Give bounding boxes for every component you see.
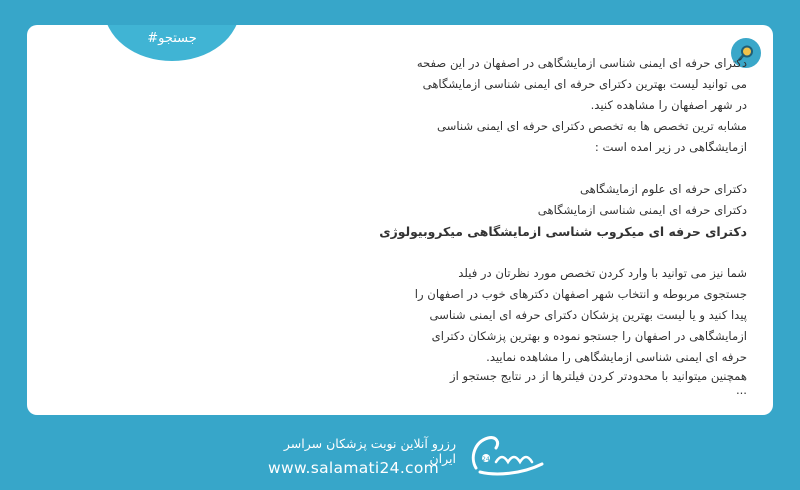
related-specialty-link[interactable]: دکترای حرفه ای علوم ازمایشگاهی [580, 182, 747, 196]
text-line: پیدا کنید و یا لیست بهترین پزشکان دکترای حرفه ای ایمنی شناسی [429, 308, 747, 322]
text-line: مشابه ترین تخصص ها به تخصص دکترای حرفه ای ایمنی شناسی [436, 119, 747, 133]
text-line: همچنین میتوانید با محدودتر کردن فیلترها از در نتایج جستجو از [450, 369, 747, 383]
text-line: در شهر اصفهان را مشاهده کنید. [590, 98, 747, 112]
svg-text:24: 24 [482, 456, 490, 463]
more-ellipsis: ... [735, 383, 747, 397]
text-line: ازمایشگاهی در زیر امده است : [594, 140, 747, 154]
text-line: دکترای حرفه ای ایمنی شناسی ازمایشگاهی در اصفهان در این صفحه [416, 56, 747, 70]
footer-site-url[interactable]: www.salamati24.com [268, 459, 440, 477]
text-line: شما نیز می توانید با وارد کردن تخصص مورد نظرتان در فیلد [458, 266, 747, 280]
text-line: ازمایشگاهی در اصفهان را جستجو نموده و بهترین پزشکان دکترای [431, 329, 747, 343]
related-specialty-link[interactable]: دکترای حرفه ای میکروب شناسی ازمایشگاهی میکروبیولوژی [379, 224, 747, 239]
text-line: حرفه ای ایمنی شناسی ازمایشگاهی را مشاهده نمایید. [486, 350, 747, 364]
related-specialty-link[interactable]: دکترای حرفه ای ایمنی شناسی ازمایشگاهی [537, 203, 747, 217]
text-line: می توانید لیست بهترین دکترای حرفه ای ایمنی شناسی ازمایشگاهی [422, 77, 747, 91]
salamati-logo [466, 428, 548, 478]
footer-slogan: رزرو آنلاین نوبت پزشکان سراسر ایران [283, 436, 456, 466]
logo-icon [466, 428, 548, 478]
text-line: جستجوی مربوطه و انتخاب شهر اصفهان دکترهای خوب در اصفهان را [414, 287, 747, 301]
content-card [27, 25, 773, 415]
article-text [207, 53, 747, 396]
hashtag-search-label: #جستجو [147, 31, 197, 46]
